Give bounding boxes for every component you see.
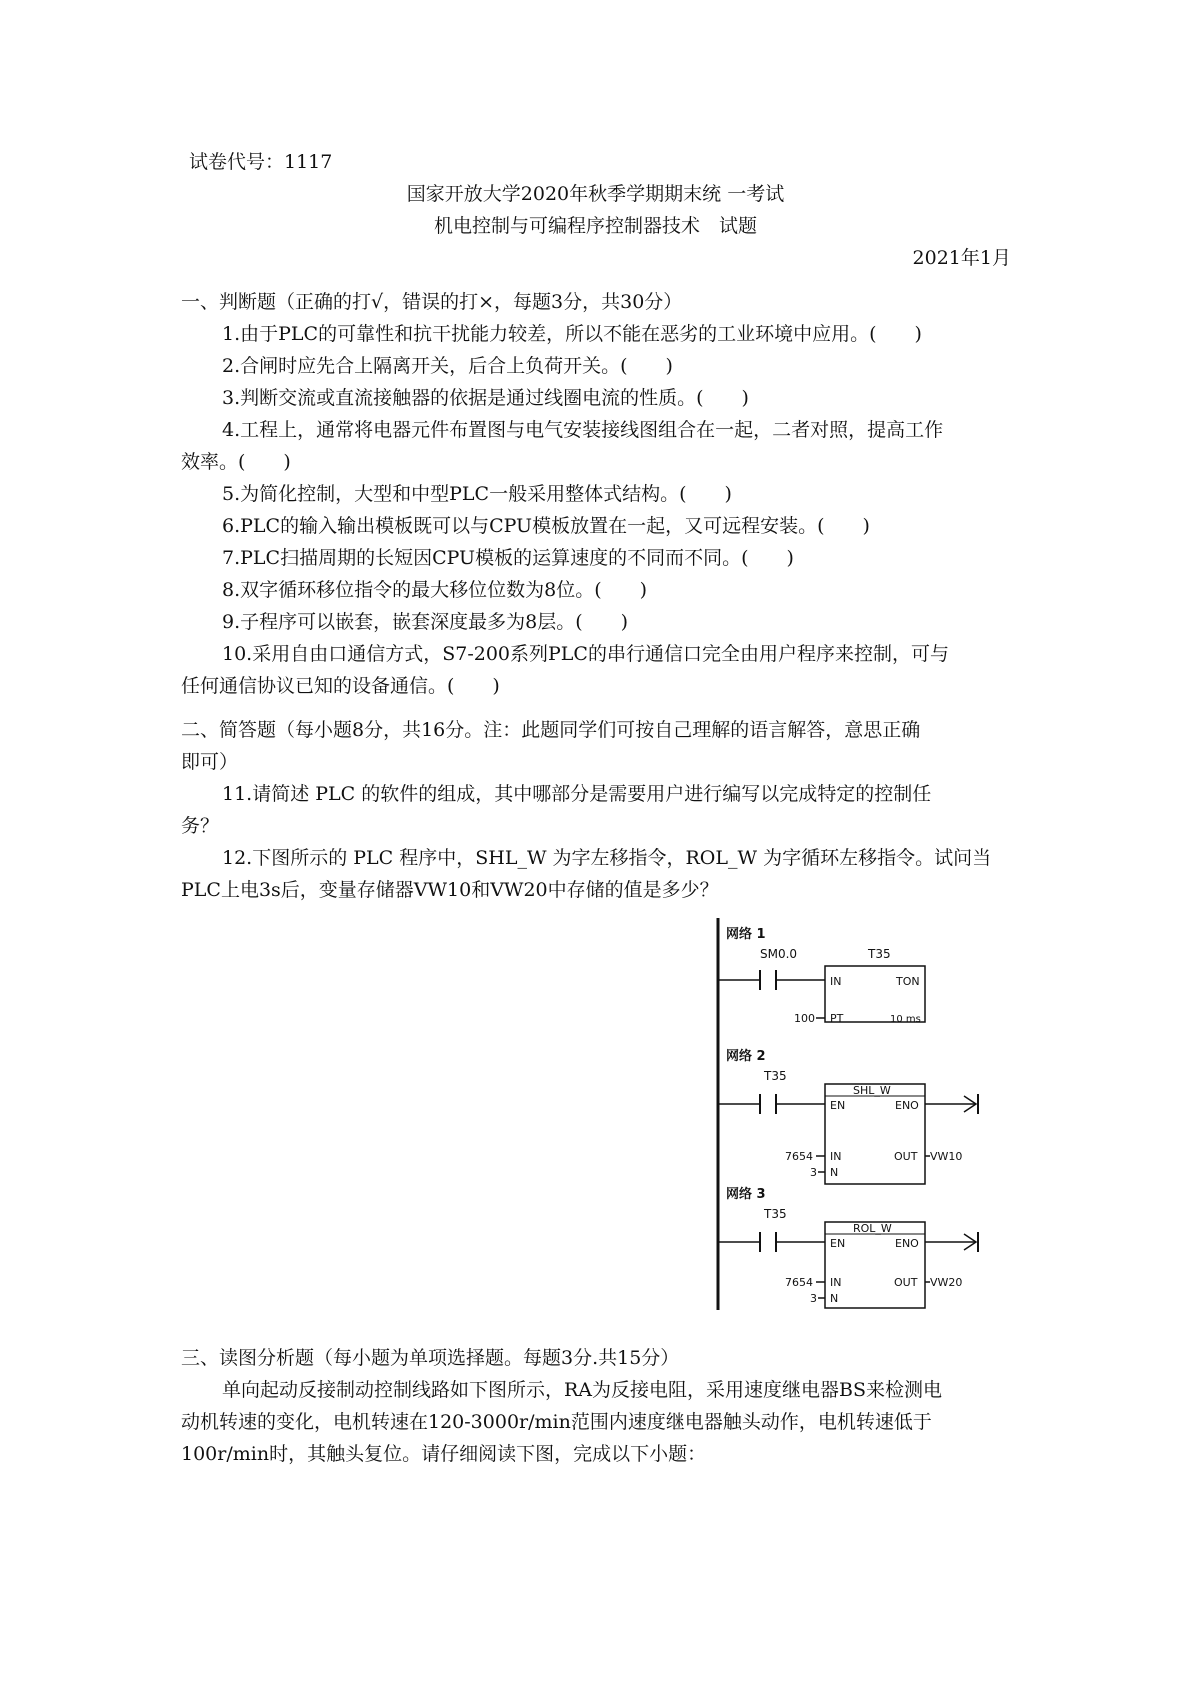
question-12-line2: PLC上电3s后，变量存储器VW10和VW20中存储的值是多少？ (181, 879, 719, 901)
question-2: 2.合闸时应先合上隔离开关，后合上负荷开关。( ) (222, 355, 673, 377)
net3-eno-pin: ENO (895, 1237, 919, 1250)
net2-n-value: 3 (810, 1166, 817, 1179)
net1-type: TON (896, 975, 920, 988)
question-4-line2: 效率。( ) (181, 451, 291, 473)
exam-title: 国家开放大学2020年秋季学期期末统 一考试 (406, 183, 785, 205)
question-6: 6.PLC的输入输出模板既可以与CPU模板放置在一起，又可远程安装。( ) (222, 515, 870, 537)
net3-in-value: 7654 (785, 1276, 813, 1289)
net1-contact-label: SM0.0 (760, 947, 798, 961)
section2-heading-line1: 二、简答题（每小题8分，共16分。注：此题同学们可按自己理解的语言解答，意思正确 (181, 719, 921, 741)
section3-paragraph-line3: 100r/min时，其触头复位。请仔细阅读下图，完成以下小题： (181, 1443, 707, 1465)
net3-box-name: ROL_W (853, 1222, 892, 1235)
net2-n-pin: N (830, 1166, 839, 1179)
net2-out-value: VW10 (930, 1150, 963, 1163)
question-7: 7.PLC扫描周期的长短因CPU模板的运算速度的不同而不同。( ) (222, 547, 794, 569)
net1-pt-value: 100 (794, 1012, 815, 1025)
net3-out-pin: OUT (894, 1276, 918, 1289)
net2-contact-label: T35 (764, 1069, 787, 1083)
section3-paragraph-line1: 单向起动反接制动控制线路如下图所示，RA为反接电阻，采用速度继电器BS来检测电 (222, 1379, 943, 1401)
net1-in-pin: IN (830, 975, 842, 988)
net2-in-pin: IN (830, 1150, 842, 1163)
network-1-title: 网络 1 (726, 927, 766, 942)
section3-heading: 三、读图分析题（每小题为单项选择题。每题3分.共15分） (181, 1347, 680, 1369)
net2-box-name: SHL_W (853, 1084, 891, 1097)
question-11-line2: 务？ (181, 815, 220, 837)
question-12-line1: 12.下图所示的 PLC 程序中，SHL_W 为字左移指令，ROL_W 为字循环左移指令。试问当 (222, 847, 992, 869)
network-2-title: 网络 2 (726, 1049, 766, 1064)
network-3-title: 网络 3 (726, 1187, 766, 1202)
net2-eno-pin: ENO (895, 1099, 919, 1112)
question-9: 9.子程序可以嵌套，嵌套深度最多为8层。( ) (222, 611, 629, 633)
question-4-line1: 4.工程上，通常将电器元件布置图与电气安装接线图组合在一起，二者对照，提高工作 (222, 419, 944, 441)
paper-code: 试卷代号：1117 (189, 151, 333, 173)
net1-box-name: T35 (868, 947, 891, 961)
section3-paragraph-line2: 动机转速的变化，电机转速在120-3000r/min范围内速度继电器触头动作，电机转速低于 (181, 1411, 932, 1433)
net2-out-pin: OUT (894, 1150, 918, 1163)
net3-out-value: VW20 (930, 1276, 963, 1289)
question-1: 1.由于PLC的可靠性和抗干扰能力较差，所以不能在恶劣的工业环境中应用。( ) (222, 323, 922, 345)
exam-subject: 机电控制与可编程序控制器技术 试题 (433, 215, 757, 237)
question-10-line2: 任何通信协议已知的设备通信。( ) (181, 675, 500, 697)
net3-n-pin: N (830, 1292, 839, 1305)
net3-contact-label: T35 (764, 1207, 787, 1221)
net3-in-pin: IN (830, 1276, 842, 1289)
net2-en-pin: EN (830, 1099, 846, 1112)
question-3: 3.判断交流或直流接触器的依据是通过线圈电流的性质。( ) (222, 387, 749, 409)
question-10-line1: 10.采用自由口通信方式，S7-200系列PLC的串行通信口完全由用户程序来控制，可与 (222, 643, 949, 665)
ladder-diagram (690, 918, 1010, 1318)
question-5: 5.为简化控制，大型和中型PLC一般采用整体式结构。( ) (222, 483, 732, 505)
section2-heading-line2: 即可） (181, 751, 239, 773)
net1-pt-pin: PT (830, 1012, 844, 1025)
net2-in-value: 7654 (785, 1150, 813, 1163)
section1-heading: 一、判断题（正确的打√，错误的打×，每题3分，共30分） (181, 291, 683, 313)
net3-n-value: 3 (810, 1292, 817, 1305)
question-11-line1: 11.请简述 PLC 的软件的组成，其中哪部分是需要用户进行编写以完成特定的控制任 (222, 783, 932, 805)
net3-en-pin: EN (830, 1237, 846, 1250)
question-8: 8.双字循环移位指令的最大移位位数为8位。( ) (222, 579, 648, 601)
exam-date: 2021年1月 (912, 247, 1011, 269)
net1-unit: 10 ms (890, 1014, 921, 1025)
